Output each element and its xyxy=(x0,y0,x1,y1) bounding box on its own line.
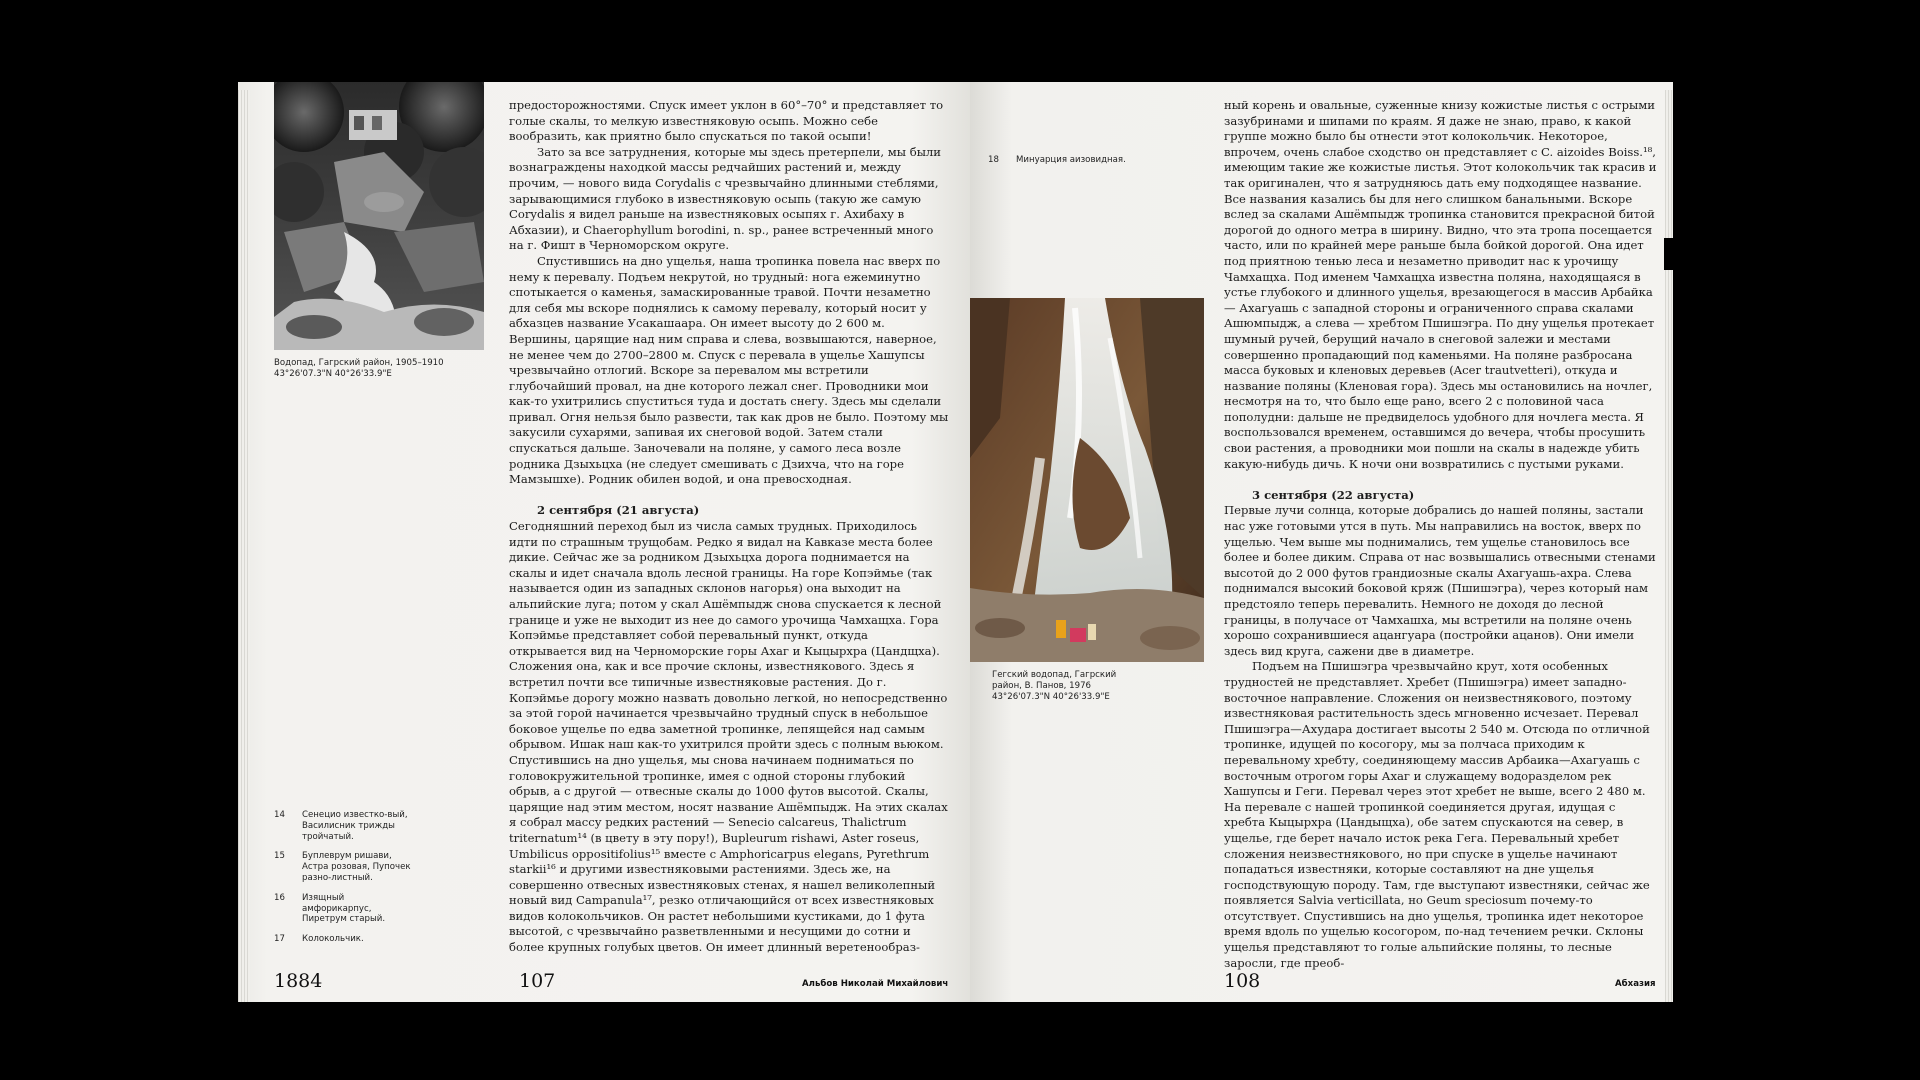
footnote-number: 14 xyxy=(274,810,285,820)
running-head-right: Абхазия xyxy=(1615,979,1656,989)
page-number-left: 107 xyxy=(519,970,556,992)
footnote-number: 18 xyxy=(988,155,999,165)
photo-caption-right xyxy=(992,670,1142,703)
body-paragraph: Спустившись на дно ущелья, наша тропинка повела нас вверх по нему к перевалу. Подъем некрутой, но трудный: нога ежеминутно спотыкается о каменья, замаскированные травой. Почти незаметно для себя мы вскоре поднялись к самому перевалу, который носит у абхазцев название Усакашаара. Он имеет высоту до 2 600 м. Вершины, царящие над ним справа и слева, возвышаются, наверное, не менее чем до 2700–2800 м. Спуск с перевала в ущелье Хашупсы чрезвычайно отлогий. Вскоре за перевалом мы встретили глубочайший провал, на дне которого лежал снег. Проводники мои как-то ухитрились спуститься туда и достать снегу. Здесь мы сделали привал. Огня нельзя было развести, так как дров не было. Поэтому мы закусили сухарями, запивая их снеговой водой. Затем стали спускаться дальше. Заночевали на поляне, у самого леса возле родника Дзыхьцха (не следует смешивать с Дзихча, что на горе Мамзышхе). Родник обилен водой, и она превосходная. xyxy=(509,253,949,487)
page-edge-left xyxy=(238,90,250,1002)
page-number-right: 108 xyxy=(1224,970,1261,992)
waterfall-photo-color xyxy=(970,298,1204,662)
caption-coords: 43°26'07.3"N 40°26'33.9"E xyxy=(274,369,392,379)
caption-title: Водопад, Гагрский район, 1905–1910 xyxy=(274,358,444,368)
footnote-text: Минуарция аизовидная. xyxy=(1016,155,1126,165)
left-page xyxy=(238,82,970,1002)
page-tab-right xyxy=(1664,238,1673,270)
date-heading: 3 сентября (22 августа) xyxy=(1252,487,1415,502)
body-paragraph: Подъем на Пшишэгра чрезвычайно крут, хотя особенных трудностей не представляет. Хребет (Пшишэгра) имеет западно-восточное направление. Сложения он неизвестнякового, поэтому известняковая растительность здесь мгновенно исчезает. Перевал Пшишэгра—Ахудара достигает высоты 2 540 м. Отсюда по отличной тропинке, идущей по косогору, мы за полчаса приходим к перевальному хребту, соединяющему массив Арбаика—Ахагуашь с восточным отрогом горы Ахаг и служащему водоразделом рек Хашупсы и Геги. Перевал через этот хребет не выше, всего 2 480 м. На перевале с нашей тропинкой соединяется другая, идущая с хребта Кыцырхра (Цандыщха), обе затем спускаются на север, в ущелье, где берет начало исток река Гега. Перевальный хребет сложения неизвестнякового, но при спуске в ущелье начинают попадаться известняки, которые составляют на дне ущелья господствующую породу. Там, где выступают известняки, сейчас же появляется Salvia verticillata, но Geum speciosum почему-то отсутствует. Спустившись на дно ущелья, тропинка идет некоторое время вдоль по ущелью косогором, по-над течением речки. Склоны ущелья представляют то голые альпийские поляны, то лесные заросли, где преоб- xyxy=(1224,659,1650,970)
footnote-number: 16 xyxy=(274,892,285,903)
footnote-number: 15 xyxy=(274,851,285,862)
footnotes-left xyxy=(274,810,414,954)
body-text-left xyxy=(509,98,949,956)
footnote-item xyxy=(274,934,414,945)
footnote-right xyxy=(988,155,1168,175)
body-paragraph: Сегодняшний переход был из числа самых трудных. Приходилось идти по страшным трущобам. Редко я видал на Кавказе места более дикие. Сейчас же за родником Дзыхьцха дорога поднимается на скалы и идет сначала вдоль лесной границы. На горе Копэймье (так называется один из западных склонов нагорья) она выходит на альпийские луга; потом у скал Ашёмпыдж снова спускается к лесной границе и уже не выходит из нее до самого урочища Чамхащха. Гора Копэймье представляет собой перевальный пункт, откуда открывается вид на Черноморские горы Ахаг и Кыцырхра (Цандщха). Сложения она, как и все прочие склоны, известнякового. Здесь я встретил почти все типичные известняковые растения. До г. Копэймье дорогу можно назвать довольно легкой, но непосредственно за этой горой начинается чрезвычайно трудный спуск в небольшое боковое ущелье по едва заметной тропинке, лепящейся над самым обрывом. Ишак наш как-то ухитрился пройти здесь с полным вьюком. Спустившись на дно ущелья, мы снова начинаем подниматься по головокружительной тропинке, имея с одной стороны глубокий обрыв, а с другой — отвесные скалы до 1000 футов высотой. Скалы, царящие над этим местом, носят название Ашёмпыдж. На этих скалах я собрал массу редких растений — Senecio calcareus, Thalictrum triternatum¹⁴ (в цвету в эту пору!), Bupleurum rishawi, Aster roseus, Umbilicus oppositifolius¹⁵ вместе с Amphoricarpus elegans, Pyrethrum starkii¹⁶ и другими известняковыми растениями. Здесь же, на совершенно отвесных известняковых стенах, я нашел великолепный новый вид Campanula¹⁷, резко отличающийся от всех известняковых видов колокольчиков. Он растет небольшими кустиками, до 1 фута высотой, с чрезвычайно разветвленными и несущими до сотни и более крупных голубых цветов. Он имеет длинный веретенообраз- xyxy=(509,519,948,955)
footnote-text: Буплеврум ришави, Астра розовая, Пупочек разно-листный. xyxy=(302,851,411,883)
paragraph-gap xyxy=(1224,472,1660,488)
footnote-number: 17 xyxy=(274,934,285,945)
body-text-right xyxy=(1224,98,1660,971)
date-heading: 2 сентября (21 августа) xyxy=(537,503,700,518)
right-page xyxy=(970,82,1673,1002)
footnote-item xyxy=(274,893,414,925)
body-paragraph: Зато за все затруднения, которые мы здесь претерпели, мы были вознаграждены находкой массы редчайших растений и, между прочим, — нового вида Corydalis с чрезвычайно длинными стеблями, зарывающимися глубоко в известняковую осыпь (такую же самую Corydalis я видел раньше на известняковых осыпях г. Ахибаху в Абхазии), и Chaerophyllum borodini, n. sp., ранее встреченный много на г. Фишт в Черноморском округе. xyxy=(509,144,942,253)
footnote-text: Изящный амфорикарпус, Пиретрум старый. xyxy=(302,892,386,925)
year-label: 1884 xyxy=(274,970,323,992)
body-paragraph: ный корень и овальные, суженные книзу кожистые листья с острыми зазубринами и шипами по краям. Я даже не знаю, право, к какой группе можно было бы отнести этот колокольчик. Некоторое, впрочем, очень слабое сходство он представляет с C. aizoides Boiss.¹⁸, имеющим такие же кожистые листья. Этот колокольчик так красив и так оригинален, что я затрудняюсь дать ему подходящее название. Все названия казались бы для него слишком банальными. Вскоре вслед за скалами Ашёмпыдж тропинка становится прекрасной битой дорогой до одного метра в ширину. Видно, что эта тропа посещается часто, или по крайней мере раньше была бойкой дорогой. Она идет под приятною тенью леса и незаметно приводит нас к урочищу Чамхащха. Под именем Чамхащха известна поляна, находящаяся в устье глубокого и длинного ущелья, врезающегося в массив Арбайка— Ахагуашь с западной стороны и ограниченного справа скалами Ашюмпыдж, а слева — хребтом Пшишэгра. По дну ущелья протекает шумный ручей, берущий начало в снеговой залежи и местами совершенно пропадающий под каменьями. На поляне разбросана масса буковых и кленовых деревьев (Acer trautvetteri), откуда и название поляны (Кленовая гора). Здесь мы остановились на ночлег, несмотря на то, что было еще рано, всего 2 с половиной часа пополудни: дальше не предвиделось удобного для ночлега места. Я воспользовался временем, оставшимся до вечера, чтобы просушить свои растения, а проводники мои пошли на скалы в надежде убить какую-нибудь дичь. К ночи они возвратились с пустыми руками. xyxy=(1224,98,1657,471)
running-head-left: Альбов Николай Михайлович xyxy=(802,979,949,989)
body-paragraph: Первые лучи солнца, которые добрались до нашей поляны, застали нас уже готовыми утся в путь. Мы направились на восток, вверх по ущелью. Чем выше мы поднимались, тем ущелье становилось все более и более диким. Справа от нас возвышались отвесными стенами высотой до 2 000 футов грандиозные скалы Ахагуашь-ахра. Слева поднимался высокий боковой кряж (Пшишэгра), через который нам предстояло теперь перевалить. Немного не доходя до лесной границы, в получасе от Чамхашха, мы встретили на поляне очень хорошо сохранившиеся ацангуара (постройки ацанов). Они имели здесь вид круга, сажени две в диаметре. xyxy=(1224,503,1656,658)
caption-title: Гегский водопад, Гагрский район, В. Панов, 1976 xyxy=(992,670,1117,691)
body-paragraph: предосторожностями. Спуск имеет уклон в 60°–70° и представляет то голые скалы, то мелкую известняковую осыпь. Можно себе вообразить, как приятно было спускаться по такой осыпи! xyxy=(509,98,944,144)
footnote-text: Колокольчик. xyxy=(302,934,364,945)
page-tab-left xyxy=(228,238,237,270)
open-book xyxy=(228,78,1682,1006)
caption-coords: 43°26'07.3"N 40°26'33.9"E xyxy=(992,692,1110,702)
paragraph-gap xyxy=(509,488,949,504)
waterfall-photo-bw xyxy=(274,82,484,350)
footnote-item xyxy=(274,851,414,883)
page-edge-right xyxy=(1665,90,1673,1002)
footnote-text: Сенецио известко-вый, Василисник трижды тройчатый. xyxy=(302,810,408,842)
footnote-item xyxy=(274,810,414,842)
photo-caption-left xyxy=(274,358,494,380)
